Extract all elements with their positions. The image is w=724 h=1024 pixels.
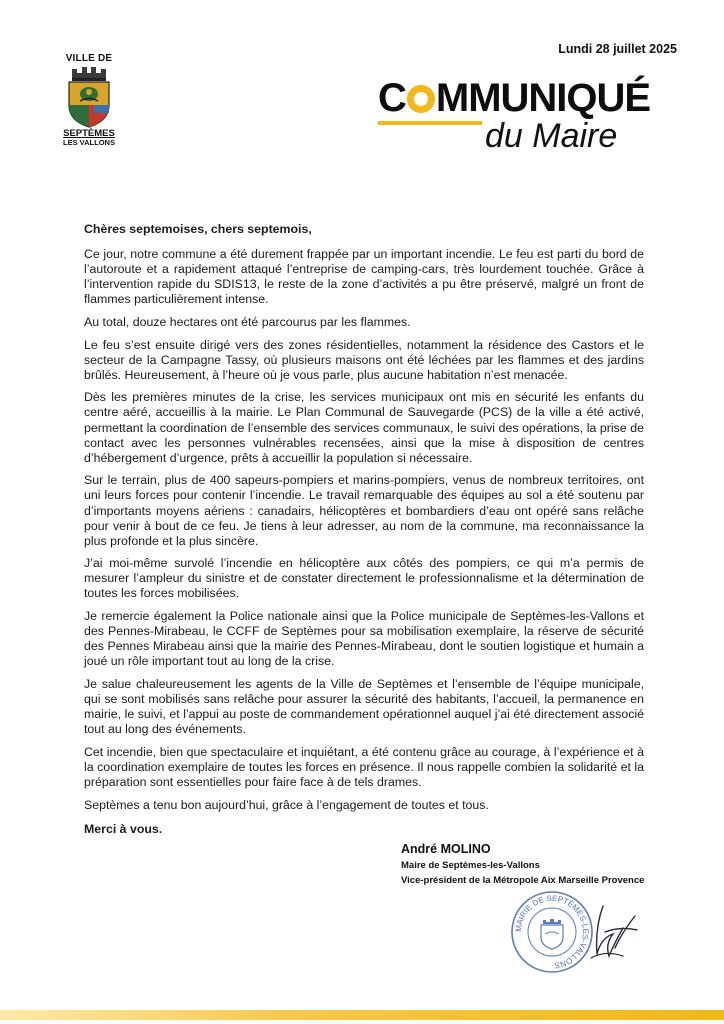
closing: Merci à vous.	[84, 821, 163, 836]
handwritten-signature-icon	[575, 898, 645, 968]
city-crest-logo	[58, 54, 120, 164]
communique-subtitle: du Maire	[485, 117, 618, 155]
crest-top-text: VILLE DE	[65, 53, 113, 64]
signer-name: André MOLINO	[401, 842, 491, 856]
paragraph: Au total, douze hectares ont été parcourus par les flammes.	[84, 314, 411, 329]
letter-body	[84, 222, 644, 849]
stamp-ring-text: MAIRIE DE SEPTÈMES-LES-VALLONS	[513, 893, 591, 970]
paragraph: Je remercie également la Police nationale ainsi que la Police municipale de Septèmes-les-Vallons et des Pennes-Mirabeau, le CCFF de Septèmes pour sa mobilisation exemplaire, la réserve de sécurité des Pennes Mirabeau ainsi que la mairie des Pennes-Mirabeau, dont le soutien logistique et humain a joué un rôle important tout au long de la crise.	[84, 609, 644, 669]
paragraph: Je salue chaleureusement les agents de la Ville de Septèmes et l’ensemble de l’équipe municipale, qui se sont mobilisés sans relâche pour assurer la sécurité des habitants, l’accueil, la permanence en mairie, le suivi, et l’appui au poste de commandement opérationnel auquel j’ai été directement associé tout au long des événements.	[84, 676, 644, 737]
yellow-ring-o-icon	[407, 85, 435, 113]
title-rest: MMUNIQUÉ	[435, 76, 651, 120]
paragraph: Dès les premières minutes de la crise, les services municipaux ont mis en sécurité les enfants du centre aéré, accueillis à la mairie. Le Plan Communal de Sauvegarde (PCS) de la ville a été activé, permettant la coordination de l’ensemble des services communaux, le suivi des opérations, la prise de contact avec les personnes vulnérables recensées, ainsi que la mise à disposition de centres d’hébergement d’urgence, prêts à accueillir la population si nécessaire.	[84, 390, 644, 465]
paragraph: J’ai moi-même survolé l’incendie en hélicoptère aux côtés des pompiers, ce qui m’a permis de mesurer l’ampleur du sinistre et de constater directement le professionnalisme et la détermination de toutes les forces mobilisées.	[84, 556, 644, 601]
footer-yellow-bar	[0, 1010, 724, 1020]
coat-of-arms-icon	[64, 65, 114, 129]
paragraph: Ce jour, notre commune a été durement frappée par un important incendie. Le feu est parti du bord de l’autoroute et a rapidement attaqué l’entreprise de camping-cars, très lourdement touchée. Grâce à l’intervention rapide du SDIS13, le reste de la zone d’activités a pu être préservé, malgré un front de flammes particulièrement intense.	[84, 247, 644, 307]
communique-title	[378, 76, 650, 120]
paragraph: Septèmes a tenu bon aujourd’hui, grâce à l’engagement de toutes et tous.	[84, 797, 489, 812]
title-first-letter: C	[378, 76, 406, 120]
signer-role-metropole: Vice-président de la Métropole Aix Marseille Provence	[401, 875, 645, 886]
paragraph: Le feu s’est ensuite dirigé vers des zones résidentielles, notamment la résidence des Castors et le secteur de la Campagne Tassy, où plusieurs maisons ont été léchées par les flammes et des jardins brûlés. Heureusement, à l’heure où je vous parle, plus aucune habitation n’est menacée.	[84, 337, 644, 382]
salutation: Chères septemoises, chers septemois,	[84, 222, 312, 236]
signer-role-mayor: Maire de Septèmes-les-Vallons	[401, 860, 540, 871]
title-accent-line	[378, 121, 482, 125]
signature-block	[401, 841, 644, 888]
crest-city-sub: LES VALLONS	[63, 138, 115, 147]
date-line: Lundi 28 juillet 2025	[558, 42, 677, 56]
crest-city-name: SEPTÈMES	[63, 128, 115, 139]
paragraph: Cet incendie, bien que spectaculaire et inquiétant, a été contenu grâce au courage, à l’expérience et à la coordination exemplaire de toutes les forces en présence. Il nous rappelle combien la solidarité et la préparation sont essentielles pour faire face à de tels drames.	[84, 744, 644, 789]
paragraph: Sur le terrain, plus de 400 sapeurs-pompiers et marins-pompiers, venus de nombreux territoires, ont uni leurs forces pour contenir l’incendie. Le travail remarquable des équipes au sol a été soutenu par d’importants moyens aériens : canadairs, hélicoptères et bombardiers d’eau ont opéré sans relâche pour venir à bout de ce feu. Je tiens à leur adresser, au nom de la commune, ma reconnaissance la plus profonde et la plus sincère.	[84, 473, 644, 548]
